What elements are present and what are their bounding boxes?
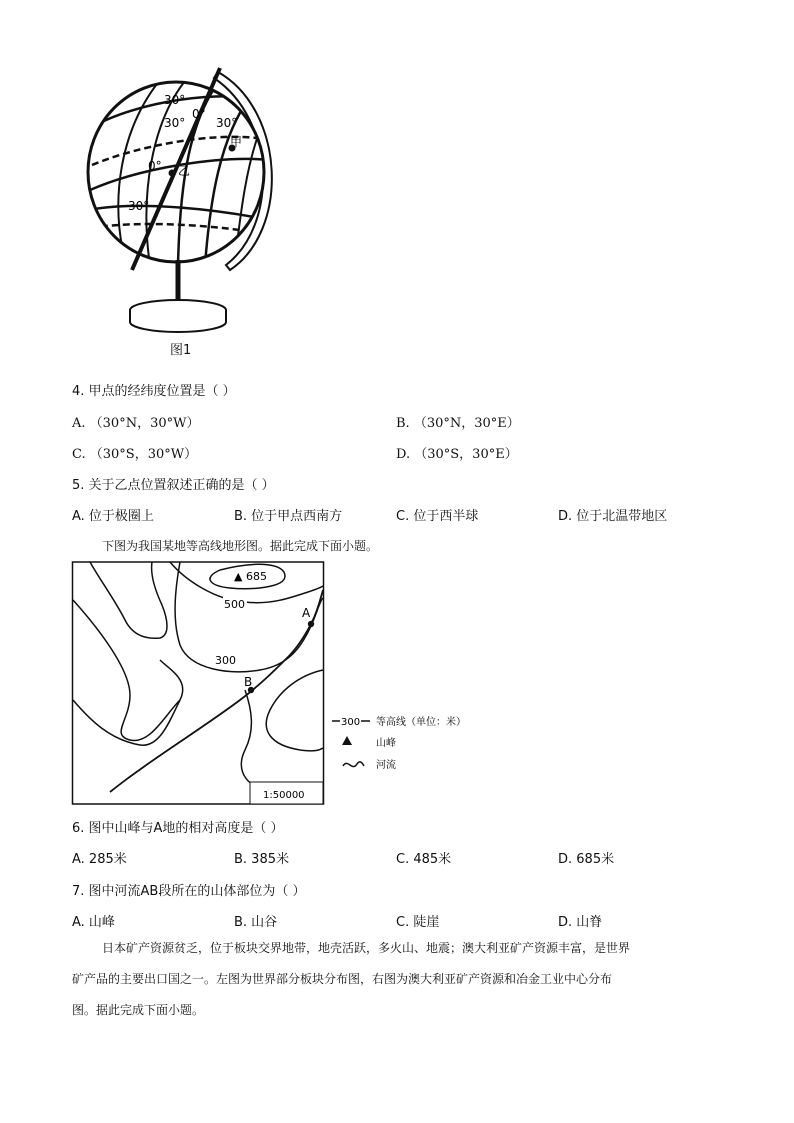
point-b-label: B bbox=[244, 675, 253, 689]
scale-label: 1:50000 bbox=[263, 790, 305, 801]
legend-river-icon bbox=[343, 762, 364, 767]
q4-option-c[interactable]: C. （30°S，30°W） bbox=[72, 447, 198, 462]
contour-label-500: 500 bbox=[224, 598, 245, 611]
label-point-yi: 乙 bbox=[178, 164, 191, 178]
label-lon0-top: 0° bbox=[192, 107, 206, 121]
q7-stem: 7. 图中河流AB段所在的山体部位为（ ） bbox=[72, 884, 306, 899]
legend-contour-sample: 300 bbox=[341, 717, 361, 728]
intro-japan-australia bbox=[72, 933, 732, 1026]
intro-line-1: 日本矿产资源贫乏，位于板块交界地带，地壳活跃，多火山、地震；澳大利亚矿产资源丰富，是世界 bbox=[102, 941, 631, 955]
q6-option-d[interactable]: D. 685米 bbox=[558, 852, 615, 867]
point-yi-marker bbox=[169, 170, 176, 177]
intro-line-2: 矿产品的主要出口国之一。左图为世界部分板块分布图，右图为澳大利亚矿产资源和冶金工业中心分布 bbox=[72, 972, 613, 986]
q6-option-b[interactable]: B. 385米 bbox=[234, 852, 289, 867]
peak-label: ▲ 685 bbox=[234, 570, 267, 583]
contour-map-figure bbox=[70, 560, 470, 808]
label-lon0-left: 0° bbox=[148, 159, 162, 173]
label-lat30-right: 30° bbox=[216, 116, 238, 130]
contour-label-300: 300 bbox=[215, 654, 236, 667]
legend-peak-icon bbox=[342, 736, 352, 745]
legend-contour-text: 等高线（单位：米） bbox=[376, 717, 466, 728]
figure1-caption: 图1 bbox=[170, 343, 192, 358]
intro-line-3: 图。据此完成下面小题。 bbox=[72, 1003, 205, 1017]
legend-peak-text: 山峰 bbox=[376, 738, 396, 749]
q5-option-b[interactable]: B. 位于甲点西南方 bbox=[234, 509, 343, 524]
q4-option-d[interactable]: D. （30°S，30°E） bbox=[396, 447, 518, 462]
q5-option-c[interactable]: C. 位于西半球 bbox=[396, 509, 479, 524]
q4-stem: 4. 甲点的经纬度位置是（ ） bbox=[72, 384, 236, 399]
q7-option-d[interactable]: D. 山脊 bbox=[558, 915, 603, 930]
q5-stem: 5. 关于乙点位置叙述正确的是（ ） bbox=[72, 478, 275, 493]
q5-option-a[interactable]: A. 位于极圈上 bbox=[72, 509, 154, 524]
label-lat30-top: 30° bbox=[164, 93, 186, 107]
point-a-label: A bbox=[302, 606, 311, 620]
q6-option-a[interactable]: A. 285米 bbox=[72, 852, 127, 867]
q7-option-c[interactable]: C. 陡崖 bbox=[396, 915, 440, 930]
label-point-jia: 甲 bbox=[230, 135, 243, 149]
globe-figure bbox=[80, 60, 290, 340]
label-lat30-bottom: 30° bbox=[128, 199, 150, 213]
q6-stem: 6. 图中山峰与A地的相对高度是（ ） bbox=[72, 821, 284, 836]
q7-option-b[interactable]: B. 山谷 bbox=[234, 915, 278, 930]
intro-contour-map: 下图为我国某地等高线地形图。据此完成下面小题。 bbox=[102, 539, 379, 553]
q7-option-a[interactable]: A. 山峰 bbox=[72, 915, 115, 930]
point-a-marker bbox=[308, 621, 314, 627]
q6-option-c[interactable]: C. 485米 bbox=[396, 852, 452, 867]
label-lat30-left: 30° bbox=[164, 116, 186, 130]
legend-river-text: 河流 bbox=[376, 760, 396, 771]
q5-option-d[interactable]: D. 位于北温带地区 bbox=[558, 509, 668, 524]
q4-option-b[interactable]: B. （30°N，30°E） bbox=[396, 416, 520, 431]
q4-option-a[interactable]: A. （30°N，30°W） bbox=[72, 416, 200, 431]
